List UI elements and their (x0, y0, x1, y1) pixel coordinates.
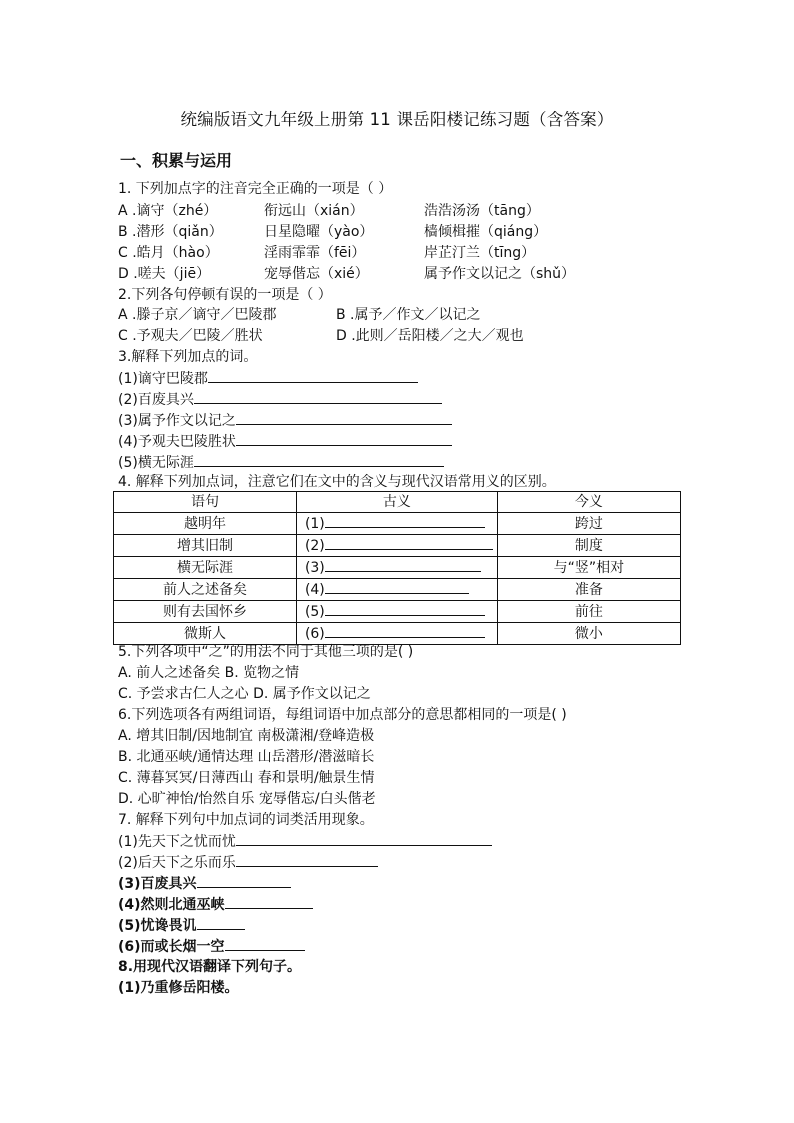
answer-blank[interactable] (194, 389, 442, 404)
table-cell-ancient (296, 557, 497, 579)
q1-option-d-2: 宠辱偕忘（xié） (264, 266, 369, 282)
answer-blank[interactable] (325, 623, 485, 638)
q1-option-a-1: A .谪守（zhé） (118, 203, 218, 219)
q7-item-label: (3)百废具兴 (118, 876, 197, 892)
q3-item-label: (2)百废具兴 (118, 392, 194, 408)
q3-item-label: (1)谪守巴陵郡 (118, 371, 208, 387)
blank-number: (3) (304, 560, 325, 576)
table-cell-modern: 准备 (497, 579, 680, 601)
q2-option-b: B .属予／作文／以记之 (336, 307, 481, 323)
q3-item (118, 452, 444, 473)
answer-blank[interactable] (197, 873, 291, 888)
q7-item-label: (4)然则北通巫峡 (118, 897, 225, 913)
answer-blank[interactable] (208, 368, 418, 383)
table-row (114, 513, 681, 535)
q7-item (118, 873, 291, 894)
table-cell-modern: 跨过 (497, 513, 680, 535)
table-row (114, 557, 681, 579)
q1-option-a-3: 浩浩汤汤（tāng） (424, 203, 540, 219)
q6-option-d: D. 心旷神怡/怡然自乐 宠辱偕忘/白头偕老 (118, 791, 376, 807)
q4-table (113, 491, 681, 645)
table-cell-ancient (296, 513, 497, 535)
q6-option-c: C. 薄暮冥冥/日薄西山 春和景明/触景生情 (118, 770, 375, 786)
answer-blank[interactable] (325, 557, 481, 572)
table-cell-modern: 制度 (497, 535, 680, 557)
answer-blank[interactable] (236, 410, 452, 425)
q8-item: (1)乃重修岳阳楼。 (118, 980, 239, 996)
q7-item (118, 936, 305, 957)
blank-number: (2) (304, 538, 325, 554)
q6-option-a: A. 增其旧制/因地制宜 南极潇湘/登峰造极 (118, 728, 375, 744)
q7-item-label: (5)忧谗畏讥 (118, 918, 197, 934)
q3-item (118, 410, 452, 431)
blank-number: (1) (304, 516, 325, 532)
table-cell-sentence: 增其旧制 (114, 535, 297, 557)
q1-option-d-1: D .嗟夫（jiē） (118, 266, 211, 282)
q7-item-label: (1)先天下之忧而忧 (118, 834, 236, 850)
table-cell-sentence: 越明年 (114, 513, 297, 535)
q5-options: C. 予尝求古仁人之心 D. 属予作文以记之 (118, 686, 371, 702)
answer-blank[interactable] (236, 852, 378, 867)
table-cell-modern: 微小 (497, 623, 680, 645)
q1-option-c-2: 淫雨霏霏（fēi） (264, 245, 366, 261)
q3-item (118, 389, 442, 410)
blank-number: (4) (304, 582, 325, 598)
answer-blank[interactable] (325, 579, 469, 594)
table-header-row (114, 492, 681, 513)
table-cell-ancient (296, 601, 497, 623)
q3-item-label: (3)属予作文以记之 (118, 413, 236, 429)
q7-stem: 7. 解释下列句中加点词的词类活用现象。 (118, 812, 374, 828)
q3-item-label: (4)予观夫巴陵胜状 (118, 434, 236, 450)
q7-item-label: (2)后天下之乐而乐 (118, 855, 236, 871)
table-row (114, 535, 681, 557)
q6-stem: 6.下列选项各有两组词语，每组词语中加点部分的意思都相同的一项是( ) (118, 707, 567, 723)
q7-item-label: (6)而或长烟一空 (118, 939, 225, 955)
answer-blank[interactable] (325, 601, 485, 616)
q1-stem: 1. 下列加点字的注音完全正确的一项是（ ） (118, 181, 393, 197)
q5-options: A. 前人之述备矣 B. 览物之情 (118, 665, 300, 681)
table-row (114, 579, 681, 601)
q7-item (118, 852, 378, 873)
q1-option-b-3: 樯倾楫摧（qiáng） (424, 224, 548, 240)
table-header: 古义 (296, 492, 497, 513)
blank-number: (5) (304, 604, 325, 620)
answer-blank[interactable] (325, 535, 493, 550)
table-cell-sentence: 前人之述备矣 (114, 579, 297, 601)
table-row (114, 601, 681, 623)
table-header: 语句 (114, 492, 297, 513)
q7-item (118, 894, 313, 915)
q5-stem: 5.下列各项中“之”的用法不同于其他三项的是( ) (118, 644, 414, 660)
q1-option-c-1: C .皓月（hào） (118, 245, 219, 261)
answer-blank[interactable] (194, 452, 444, 467)
answer-blank[interactable] (225, 894, 313, 909)
answer-blank[interactable] (225, 936, 305, 951)
table-cell-modern: 前往 (497, 601, 680, 623)
q6-option-b: B. 北通巫峡/通情达理 山岳潜形/潜滋暗长 (118, 749, 375, 765)
table-cell-ancient (296, 535, 497, 557)
q3-item-label: (5)横无际涯 (118, 455, 194, 471)
answer-blank[interactable] (325, 513, 485, 528)
q2-stem: 2.下列各句停顿有误的一项是（ ） (118, 287, 332, 303)
page-title: 统编版语文九年级上册第 11 课岳阳楼记练习题（含答案） (180, 110, 614, 129)
section-heading: 一、积累与运用 (120, 151, 233, 170)
q2-option-a: A .滕子京／谪守／巴陵郡 (118, 307, 277, 323)
answer-blank[interactable] (197, 915, 245, 930)
answer-blank[interactable] (236, 431, 452, 446)
q1-option-c-3: 岸芷汀兰（tīng） (424, 245, 536, 261)
q3-item (118, 431, 452, 452)
q1-option-b-2: 日星隐曜（yào） (264, 224, 374, 240)
q3-stem: 3.解释下列加点的词。 (118, 349, 258, 365)
q2-option-c: C .予观夫／巴陵／胜状 (118, 328, 263, 344)
table-cell-modern: 与“竖”相对 (497, 557, 680, 579)
table-cell-ancient (296, 579, 497, 601)
q7-item (118, 915, 245, 936)
answer-blank[interactable] (236, 831, 492, 846)
q1-option-d-3: 属予作文以记之（shǔ） (424, 266, 576, 282)
table-header: 今义 (497, 492, 680, 513)
blank-number: (6) (304, 626, 325, 642)
table-cell-sentence: 横无际涯 (114, 557, 297, 579)
q1-option-a-2: 衔远山（xián） (264, 203, 364, 219)
q7-item (118, 831, 492, 852)
q8-stem: 8.用现代汉语翻译下列句子。 (118, 959, 302, 975)
q3-item (118, 368, 418, 389)
table-cell-sentence: 微斯人 (114, 623, 297, 645)
q2-option-d: D .此则／岳阳楼／之大／观也 (336, 328, 524, 344)
q1-option-b-1: B .潜形（qiǎn） (118, 224, 223, 240)
table-cell-sentence: 则有去国怀乡 (114, 601, 297, 623)
q4-stem: 4. 解释下列加点词，注意它们在文中的含义与现代汉语常用义的区别。 (118, 474, 556, 490)
